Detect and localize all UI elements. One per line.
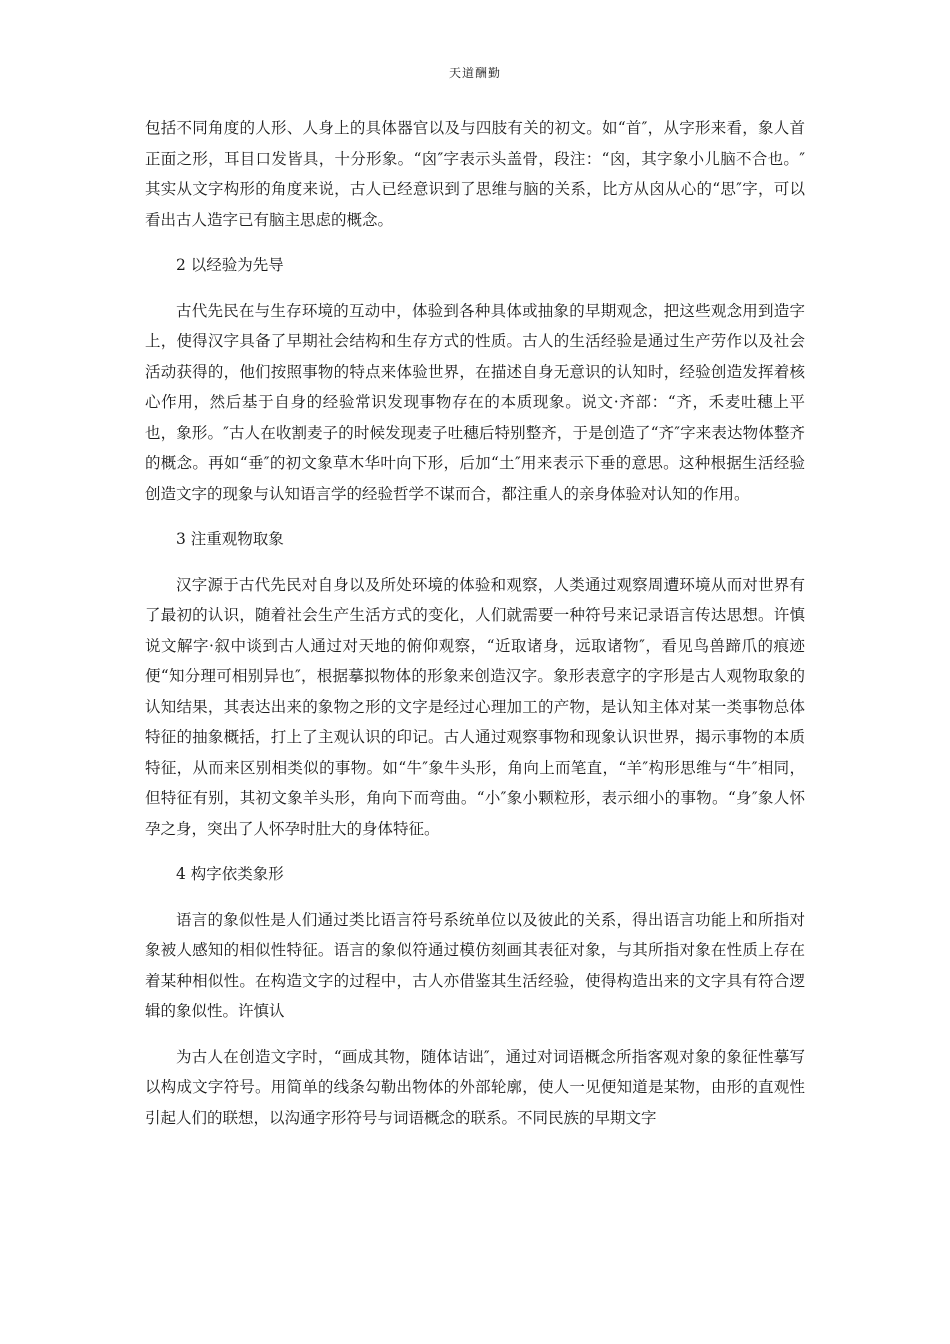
paragraph-1: 包括不同角度的人形、人身上的具体器官以及与四肢有关的初文。如“首″，从字形来看，象人首正面之形，耳目口发皆具，十分形象。“囟″字表示头盖骨，段注：“囟，其字象小儿脑不合也。″其实从文字构形的角度来说，古人已经意识到了思维与脑的关系，比方从囟从心的“思″字，可以看出古人造字已有脑主思虑的概念。 xyxy=(145,119,805,229)
running-header: 天道酬勤 xyxy=(448,66,501,80)
paragraph-5: 为古人在创造文字时，“画成其物，随体诘诎″，通过对词语概念所指客观对象的象征性摹写以构成文字符号。用简单的线条勾勒出物体的外部轮廓，使人一见便知道是某物，由形的直观性引起人们的联想，以沟通字形符号与词语概念的联系。不同民族的早期文字 xyxy=(145,1047,805,1127)
paragraph-4: 语言的象似性是人们通过类比语言符号系统单位以及彼此的关系，得出语言功能上和所指对象被人感知的相似性特征。语言的象似符通过模仿刻画其表征对象，与其所指对象在性质上存在着某种相似性。在构造文字的过程中，古人亦借鉴其生活经验，使得构造出来的文字具有符合逻辑的象似性。许慎认 xyxy=(145,910,805,1020)
paragraph-3: 汉字源于古代先民对自身以及所处环境的体验和观察，人类通过观察周遭环境从而对世界有了最初的认识，随着社会生产生活方式的变化，人们就需要一种符号来记录语言传达思想。许慎说文解字·叙中谈到古人通过对天地的俯仰观察，“近取诸身，远取诸物″，看见鸟兽蹄爪的痕迹便“知分理可相别异也″，根据摹拟物体的形象来创造汉字。象形表意字的字形是古人观物取象的认知结果，其表达出来的象物之形的文字是经过心理加工的产物，是认知主体对某一类事物总体特征的抽象概括，打上了主观认识的印记。古人通过观察事物和现象认识世界，揭示事物的本质特征，从而来区别相类似的事物。如“牛″象牛头形，角向上而笔直，“羊″构形思维与“牛″相同，但特征有别，其初文象羊头形，角向下而弯曲。“小″象小颗粒形，表示细小的事物。“身″象人怀孕之身，突出了人怀孕时肚大的身体特征。 xyxy=(145,575,805,838)
section-heading-4: 4 构字依类象形 xyxy=(176,865,284,883)
section-heading-2: 2 以经验为先导 xyxy=(176,256,284,274)
paragraph-2: 古代先民在与生存环境的互动中，体验到各种具体或抽象的早期观念，把这些观念用到造字上，使得汉字具备了早期社会结构和生存方式的性质。古人的生活经验是通过生产劳作以及社会活动获得的，他们按照事物的特点来体验世界，在描述自身无意识的认知时，经验创造发挥着核心作用，然后基于自身的经验常识发现事物存在的本质现象。说文·齐部：“齐，禾麦吐穗上平也，象形。″古人在收割麦子的时候发现麦子吐穗后特别整齐，于是创造了“齐″字来表达物体整齐的概念。再如“垂″的初文象草木华叶向下形，后加“土″用来表示下垂的意思。这种根据生活经验创造文字的现象与认知语言学的经验哲学不谋而合，都注重人的亲身体验对认知的作用。 xyxy=(145,301,805,503)
article-body xyxy=(145,113,805,1148)
section-heading-3: 3 注重观物取象 xyxy=(176,530,284,548)
